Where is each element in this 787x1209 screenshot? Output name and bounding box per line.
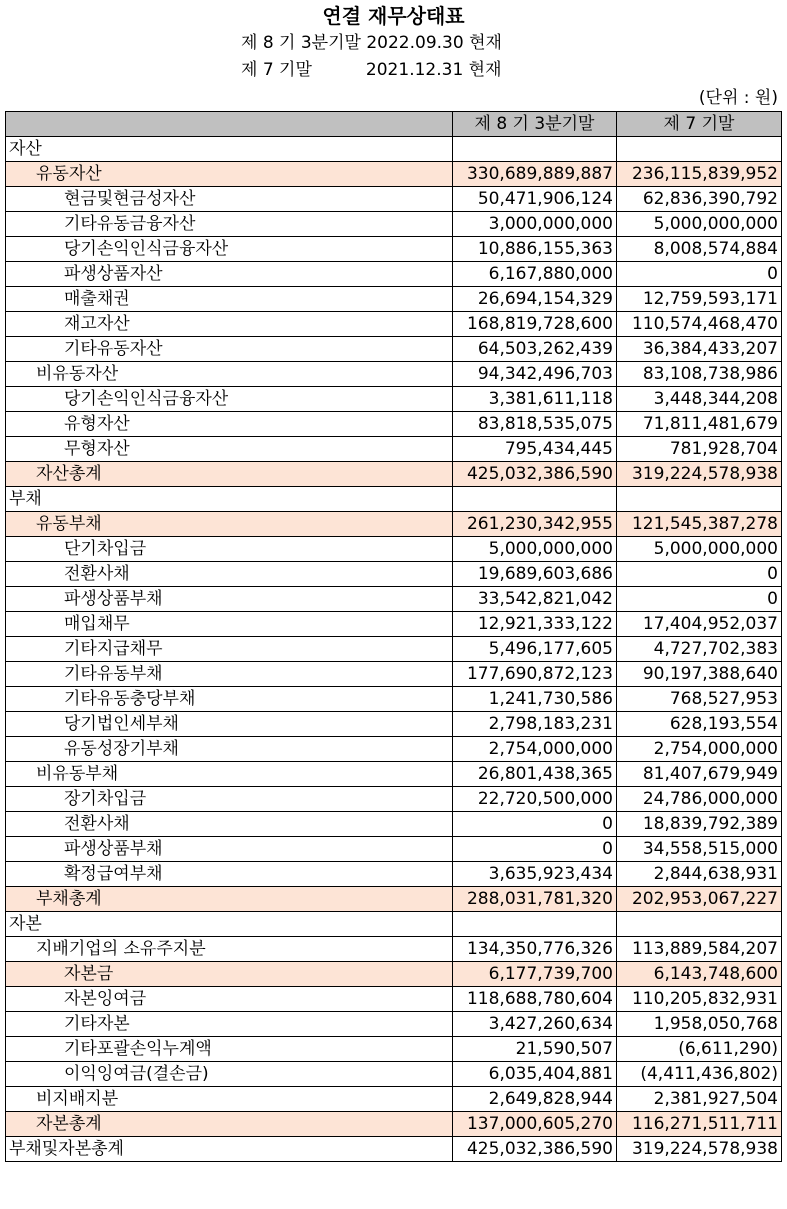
table-row: [6, 362, 782, 387]
current-value-cell: 2,798,183,231: [453, 712, 617, 737]
prior-value-cell: 236,115,839,952: [617, 162, 782, 187]
current-value-cell: 2,754,000,000: [453, 737, 617, 762]
table-row: [6, 962, 782, 987]
prior-value-cell: 2,754,000,000: [617, 737, 782, 762]
current-value-cell: 0: [453, 812, 617, 837]
account-name-cell: 재고자산: [6, 312, 453, 337]
prior-value-cell: 36,384,433,207: [617, 337, 782, 362]
account-name-cell: 부채및자본총계: [6, 1137, 453, 1162]
prior-value-cell: 2,381,927,504: [617, 1087, 782, 1112]
table-row: [6, 787, 782, 812]
table-row: [6, 737, 782, 762]
table-row: [6, 1062, 782, 1087]
prior-value-cell: (4,411,436,802): [617, 1062, 782, 1087]
current-value-cell: 261,230,342,955: [453, 512, 617, 537]
current-value-cell: 3,000,000,000: [453, 212, 617, 237]
prior-value-cell: 81,407,679,949: [617, 762, 782, 787]
column-header-prior: 제 7 기말: [617, 112, 782, 137]
prior-value-cell: [617, 137, 782, 162]
account-name-cell: 당기손익인식금융자산: [6, 387, 453, 412]
table-row: [6, 712, 782, 737]
prior-value-cell: 0: [617, 587, 782, 612]
current-value-cell: 50,471,906,124: [453, 187, 617, 212]
table-row: [6, 1087, 782, 1112]
account-name-cell: 무형자산: [6, 437, 453, 462]
current-value-cell: 134,350,776,326: [453, 937, 617, 962]
account-name-cell: 단기차입금: [6, 537, 453, 562]
current-value-cell: 64,503,262,439: [453, 337, 617, 362]
prior-value-cell: 319,224,578,938: [617, 1137, 782, 1162]
prior-value-cell: 3,448,344,208: [617, 387, 782, 412]
prior-value-cell: 83,108,738,986: [617, 362, 782, 387]
table-row: [6, 387, 782, 412]
account-name-cell: 매입채무: [6, 612, 453, 637]
current-value-cell: 1,241,730,586: [453, 687, 617, 712]
table-row: [6, 887, 782, 912]
account-name-cell: 자본: [6, 912, 453, 937]
account-name-cell: 현금및현금성자산: [6, 187, 453, 212]
current-value-cell: 0: [453, 837, 617, 862]
prior-value-cell: 34,558,515,000: [617, 837, 782, 862]
current-value-cell: 94,342,496,703: [453, 362, 617, 387]
account-name-cell: 기타유동자산: [6, 337, 453, 362]
table-row: [6, 537, 782, 562]
account-name-cell: 부채총계: [6, 887, 453, 912]
account-name-cell: 파생상품부채: [6, 587, 453, 612]
account-name-cell: 유동성장기부채: [6, 737, 453, 762]
prior-value-cell: 113,889,584,207: [617, 937, 782, 962]
table-row: [6, 137, 782, 162]
current-value-cell: 3,427,260,634: [453, 1012, 617, 1037]
current-value-cell: 795,434,445: [453, 437, 617, 462]
table-row: [6, 462, 782, 487]
report-title: 연결 재무상태표: [322, 4, 465, 28]
prior-value-cell: 0: [617, 562, 782, 587]
prior-value-cell: 202,953,067,227: [617, 887, 782, 912]
table-row: [6, 812, 782, 837]
account-name-cell: 자본잉여금: [6, 987, 453, 1012]
prior-value-cell: 12,759,593,171: [617, 287, 782, 312]
prior-value-cell: 18,839,792,389: [617, 812, 782, 837]
table-row: [6, 837, 782, 862]
current-value-cell: 22,720,500,000: [453, 787, 617, 812]
prior-value-cell: 8,008,574,884: [617, 237, 782, 262]
current-value-cell: 425,032,386,590: [453, 462, 617, 487]
table-row: [6, 187, 782, 212]
current-value-cell: 425,032,386,590: [453, 1137, 617, 1162]
table-row: [6, 412, 782, 437]
table-row: [6, 662, 782, 687]
account-name-cell: 전환사채: [6, 812, 453, 837]
table-row: [6, 437, 782, 462]
current-value-cell: 330,689,889,887: [453, 162, 617, 187]
prior-value-cell: [617, 912, 782, 937]
current-value-cell: 26,694,154,329: [453, 287, 617, 312]
prior-value-cell: 6,143,748,600: [617, 962, 782, 987]
prior-value-cell: 0: [617, 262, 782, 287]
account-name-cell: 기타유동부채: [6, 662, 453, 687]
current-value-cell: 6,167,880,000: [453, 262, 617, 287]
table-row: [6, 912, 782, 937]
table-row: [6, 487, 782, 512]
table-row: [6, 237, 782, 262]
account-name-cell: 유동부채: [6, 512, 453, 537]
column-header-current: 제 8 기 3분기말: [453, 112, 617, 137]
report-header: [0, 0, 787, 111]
current-value-cell: 12,921,333,122: [453, 612, 617, 637]
account-name-cell: 유형자산: [6, 412, 453, 437]
table-row: [6, 687, 782, 712]
current-value-cell: 5,496,177,605: [453, 637, 617, 662]
prior-value-cell: 71,811,481,679: [617, 412, 782, 437]
table-row: [6, 1012, 782, 1037]
account-name-cell: 부채: [6, 487, 453, 512]
current-value-cell: [453, 912, 617, 937]
current-value-cell: 118,688,780,604: [453, 987, 617, 1012]
account-name-cell: 매출채권: [6, 287, 453, 312]
account-name-cell: 기타지급채무: [6, 637, 453, 662]
account-name-cell: 비지배지분: [6, 1087, 453, 1112]
table-row: [6, 937, 782, 962]
prior-value-cell: 116,271,511,711: [617, 1112, 782, 1137]
table-row: [6, 337, 782, 362]
balance-sheet-table: [5, 111, 782, 1162]
prior-value-cell: 62,836,390,792: [617, 187, 782, 212]
prior-value-cell: 24,786,000,000: [617, 787, 782, 812]
current-value-cell: 33,542,821,042: [453, 587, 617, 612]
table-row: [6, 987, 782, 1012]
account-name-cell: 장기차입금: [6, 787, 453, 812]
current-value-cell: 3,381,611,118: [453, 387, 617, 412]
account-name-cell: 비유동자산: [6, 362, 453, 387]
prior-value-cell: 90,197,388,640: [617, 662, 782, 687]
prior-value-cell: 768,527,953: [617, 687, 782, 712]
account-name-cell: 자산: [6, 137, 453, 162]
account-name-cell: 기타자본: [6, 1012, 453, 1037]
account-name-cell: 전환사채: [6, 562, 453, 587]
current-value-cell: 168,819,728,600: [453, 312, 617, 337]
account-name-cell: 자본총계: [6, 1112, 453, 1137]
prior-value-cell: 319,224,578,938: [617, 462, 782, 487]
table-row: [6, 212, 782, 237]
prior-value-cell: 628,193,554: [617, 712, 782, 737]
account-name-cell: 기타포괄손익누계액: [6, 1037, 453, 1062]
table-row: [6, 612, 782, 637]
account-name-cell: 자산총계: [6, 462, 453, 487]
account-name-cell: 지배기업의 소유주지분: [6, 937, 453, 962]
account-name-cell: 비유동부채: [6, 762, 453, 787]
account-name-cell: 기타유동충당부채: [6, 687, 453, 712]
table-row: [6, 262, 782, 287]
current-value-cell: [453, 137, 617, 162]
current-value-cell: 177,690,872,123: [453, 662, 617, 687]
table-row: [6, 587, 782, 612]
prior-value-cell: 110,205,832,931: [617, 987, 782, 1012]
current-value-cell: 3,635,923,434: [453, 862, 617, 887]
account-name-cell: 이익잉여금(결손금): [6, 1062, 453, 1087]
account-name-cell: 당기법인세부채: [6, 712, 453, 737]
account-name-cell: 확정급여부채: [6, 862, 453, 887]
current-value-cell: 10,886,155,363: [453, 237, 617, 262]
table-row: [6, 762, 782, 787]
table-row: [6, 637, 782, 662]
account-name-cell: 자본금: [6, 962, 453, 987]
prior-value-cell: 4,727,702,383: [617, 637, 782, 662]
table-body: [6, 137, 782, 1162]
account-name-cell: 유동자산: [6, 162, 453, 187]
current-period-label: 제 8 기 3분기말 2022.09.30 현재: [241, 33, 502, 53]
prior-value-cell: 121,545,387,278: [617, 512, 782, 537]
account-name-cell: 당기손익인식금융자산: [6, 237, 453, 262]
prior-value-cell: 5,000,000,000: [617, 537, 782, 562]
unit-label: (단위 : 원): [698, 88, 778, 108]
table-row: [6, 562, 782, 587]
prior-value-cell: 2,844,638,931: [617, 862, 782, 887]
current-value-cell: 5,000,000,000: [453, 537, 617, 562]
prior-value-cell: 5,000,000,000: [617, 212, 782, 237]
current-value-cell: 6,177,739,700: [453, 962, 617, 987]
prior-value-cell: 17,404,952,037: [617, 612, 782, 637]
current-value-cell: [453, 487, 617, 512]
table-row: [6, 1112, 782, 1137]
table-row: [6, 1037, 782, 1062]
current-value-cell: 19,689,603,686: [453, 562, 617, 587]
current-value-cell: 83,818,535,075: [453, 412, 617, 437]
current-value-cell: 288,031,781,320: [453, 887, 617, 912]
account-name-cell: 파생상품자산: [6, 262, 453, 287]
current-value-cell: 6,035,404,881: [453, 1062, 617, 1087]
column-header-account: [6, 112, 453, 137]
current-value-cell: 26,801,438,365: [453, 762, 617, 787]
table-row: [6, 287, 782, 312]
current-value-cell: 137,000,605,270: [453, 1112, 617, 1137]
table-row: [6, 512, 782, 537]
current-value-cell: 2,649,828,944: [453, 1087, 617, 1112]
table-row: [6, 1137, 782, 1162]
prior-value-cell: 1,958,050,768: [617, 1012, 782, 1037]
table-row: [6, 862, 782, 887]
prior-value-cell: (6,611,290): [617, 1037, 782, 1062]
prior-value-cell: 110,574,468,470: [617, 312, 782, 337]
current-value-cell: 21,590,507: [453, 1037, 617, 1062]
table-row: [6, 312, 782, 337]
table-row: [6, 162, 782, 187]
prior-value-cell: 781,928,704: [617, 437, 782, 462]
prior-period-label: 제 7 기말 2021.12.31 현재: [241, 60, 502, 80]
table-header-row: [6, 112, 782, 137]
prior-value-cell: [617, 487, 782, 512]
account-name-cell: 파생상품부채: [6, 837, 453, 862]
account-name-cell: 기타유동금융자산: [6, 212, 453, 237]
